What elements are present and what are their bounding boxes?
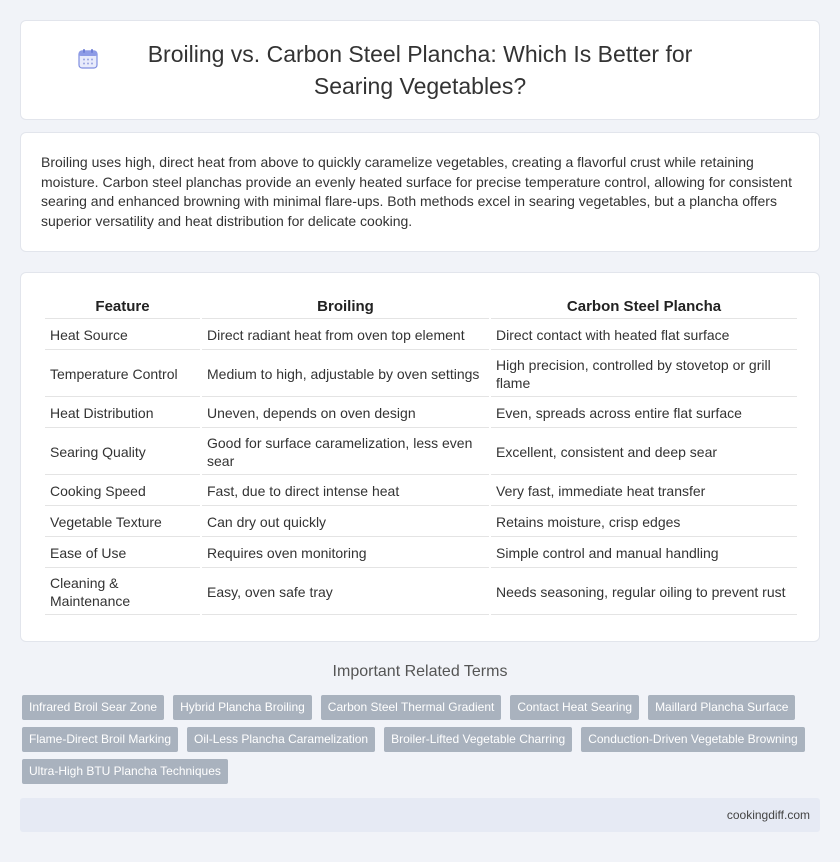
table-cell: Requires oven monitoring <box>202 539 489 568</box>
related-term-tag[interactable]: Broiler-Lifted Vegetable Charring <box>384 727 572 752</box>
column-header-plancha: Carbon Steel Plancha <box>491 295 797 319</box>
related-term-tag[interactable]: Maillard Plancha Surface <box>648 695 795 720</box>
page-title: Broiling vs. Carbon Steel Plancha: Which Is Better for Searing Vegetables? <box>147 41 693 99</box>
related-term-tag[interactable]: Infrared Broil Sear Zone <box>22 695 164 720</box>
footer <box>20 798 820 832</box>
table-cell: Temperature Control <box>45 352 200 397</box>
table-cell: Heat Distribution <box>45 399 200 428</box>
table-header-row <box>45 295 797 319</box>
table-cell: Medium to high, adjustable by oven settings <box>202 352 489 397</box>
table-cell: Simple control and manual handling <box>491 539 797 568</box>
comparison-table-card <box>20 272 820 642</box>
table-row <box>45 539 797 568</box>
related-term-tag[interactable]: Flame-Direct Broil Marking <box>22 727 178 752</box>
footer-site-link[interactable]: cookingdiff.com <box>726 808 810 822</box>
table-cell: Vegetable Texture <box>45 508 200 537</box>
summary-card <box>20 132 820 252</box>
table-cell: Searing Quality <box>45 430 200 475</box>
summary-text: Broiling uses high, direct heat from above to quickly caramelize vegetables, creating a flavorful crust while retaining moisture. Carbon steel planchas provide an evenly heated surface for precise temperature control, allowing for consistent searing and enhanced browning with minimal flare-ups. Both methods excel in searing vegetables, but a plancha offers superior versatility and heat distribution for delicate cooking. <box>41 154 792 229</box>
related-terms-list <box>22 695 822 791</box>
table-cell: Retains moisture, crisp edges <box>491 508 797 537</box>
table-cell: Easy, oven safe tray <box>202 570 489 615</box>
table-cell: Heat Source <box>45 321 200 350</box>
related-term-tag[interactable]: Carbon Steel Thermal Gradient <box>321 695 502 720</box>
table-cell: Excellent, consistent and deep sear <box>491 430 797 475</box>
table-cell: High precision, controlled by stovetop or grill flame <box>491 352 797 397</box>
table-cell: Good for surface caramelization, less even sear <box>202 430 489 475</box>
related-term-tag[interactable]: Oil-Less Plancha Caramelization <box>187 727 375 752</box>
related-term-tag[interactable]: Ultra-High BTU Plancha Techniques <box>22 759 228 784</box>
table-cell: Can dry out quickly <box>202 508 489 537</box>
table-cell: Direct radiant heat from oven top element <box>202 321 489 350</box>
table-cell: Even, spreads across entire flat surface <box>491 399 797 428</box>
column-header-feature: Feature <box>45 295 200 319</box>
table-row <box>45 477 797 506</box>
table-cell: Fast, due to direct intense heat <box>202 477 489 506</box>
table-cell: Needs seasoning, regular oiling to prevent rust <box>491 570 797 615</box>
comparison-table <box>43 293 799 617</box>
table-cell: Very fast, immediate heat transfer <box>491 477 797 506</box>
table-row <box>45 321 797 350</box>
table-cell: Cooking Speed <box>45 477 200 506</box>
column-header-broiling: Broiling <box>202 295 489 319</box>
table-cell: Direct contact with heated flat surface <box>491 321 797 350</box>
related-term-tag[interactable]: Hybrid Plancha Broiling <box>173 695 312 720</box>
related-terms-title: Important Related Terms <box>332 663 508 680</box>
table-cell: Ease of Use <box>45 539 200 568</box>
table-cell: Cleaning & Maintenance <box>45 570 200 615</box>
related-term-tag[interactable]: Contact Heat Searing <box>510 695 639 720</box>
related-term-tag[interactable]: Conduction-Driven Vegetable Browning <box>581 727 804 752</box>
table-row <box>45 570 797 615</box>
table-row <box>45 508 797 537</box>
table-cell: Uneven, depends on oven design <box>202 399 489 428</box>
table-row <box>45 352 797 397</box>
header-card <box>20 20 820 120</box>
table-row <box>45 399 797 428</box>
table-row <box>45 430 797 475</box>
